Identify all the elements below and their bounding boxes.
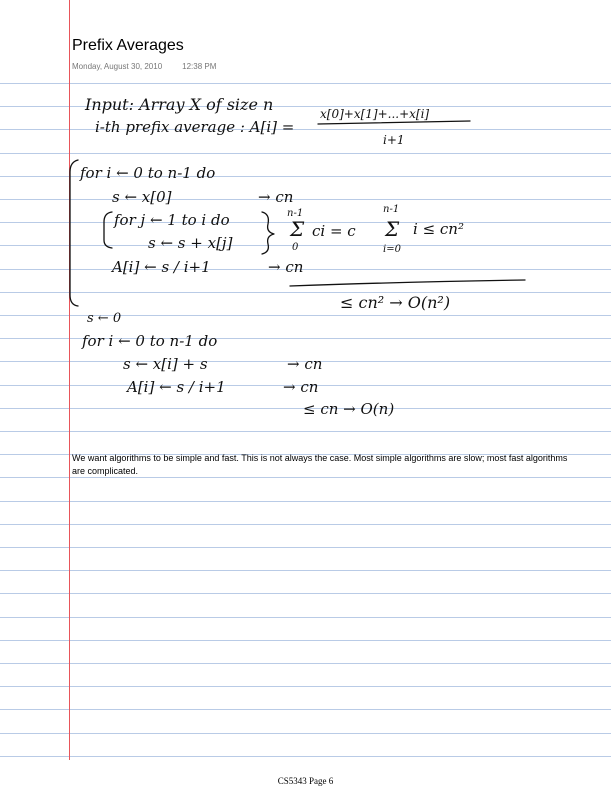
ink-algo2-line2-cost: → cn bbox=[287, 355, 323, 373]
ink-algo1-line5-cost: → cn bbox=[268, 258, 304, 276]
ink-fraction-bar bbox=[318, 121, 470, 124]
ink-algo1-line4: s ← s + x[j] bbox=[148, 234, 233, 252]
ink-input-line: Input: Array X of size n bbox=[85, 95, 274, 114]
ink-algo1-line3: for j ← 1 to i do bbox=[114, 211, 230, 229]
body-paragraph: We want algorithms to be simple and fast. This is not always the case. Most simple algorithms are slow; most fast algorithms are complicated. bbox=[72, 453, 568, 476]
ink-sum-term: ci = c bbox=[312, 222, 356, 240]
ink-algo2-line2: s ← x[i] + s bbox=[123, 355, 208, 373]
page-footer: CS5343 Page 6 bbox=[277, 776, 334, 786]
ink-algo1-line2-cost: → cn bbox=[258, 188, 294, 206]
ink-algo2-total: ≤ cn → O(n) bbox=[303, 400, 395, 418]
ink-outer-bracket bbox=[70, 160, 78, 306]
ink-algo2-line3: A[i] ← s / i+1 bbox=[127, 378, 226, 396]
ink-brace bbox=[262, 212, 274, 254]
ink-sigma-2: Σ bbox=[385, 217, 400, 241]
ink-algo1-line2: s ← x[0] bbox=[112, 188, 172, 206]
time-text: 12:38 PM bbox=[182, 62, 217, 71]
ink-fraction-numerator: x[0]+x[1]+...+x[i] bbox=[320, 107, 430, 121]
date-text: Monday, August 30, 2010 bbox=[72, 62, 163, 71]
ink-fraction-denominator: i+1 bbox=[383, 133, 405, 147]
ink-algo2-line1: for i ← 0 to n-1 do bbox=[82, 332, 218, 350]
page-title: Prefix Averages bbox=[72, 37, 184, 54]
ink-sum-upper: n-1 bbox=[287, 208, 304, 219]
ink-algo2-line3-cost: → cn bbox=[283, 378, 319, 396]
ink-algo2-line0: s ← 0 bbox=[87, 311, 122, 326]
ink-algo1-line5: A[i] ← s / i+1 bbox=[112, 258, 211, 276]
ink-total-underline bbox=[290, 280, 525, 286]
ink-sigma-1: Σ bbox=[290, 217, 305, 241]
ink-sum2-upper: n-1 bbox=[383, 204, 400, 215]
ink-sum2-term: i ≤ cn² bbox=[413, 220, 464, 238]
ink-sum2-lower: i=0 bbox=[383, 244, 401, 255]
ink-sum-lower: 0 bbox=[292, 242, 299, 253]
ink-prefix-line: i-th prefix average : A[i] = bbox=[95, 118, 295, 136]
ink-algo1-total: ≤ cn² → O(n²) bbox=[340, 293, 451, 312]
ink-algo1-line1: for i ← 0 to n-1 do bbox=[80, 164, 216, 182]
ink-inner-bracket bbox=[104, 212, 112, 248]
